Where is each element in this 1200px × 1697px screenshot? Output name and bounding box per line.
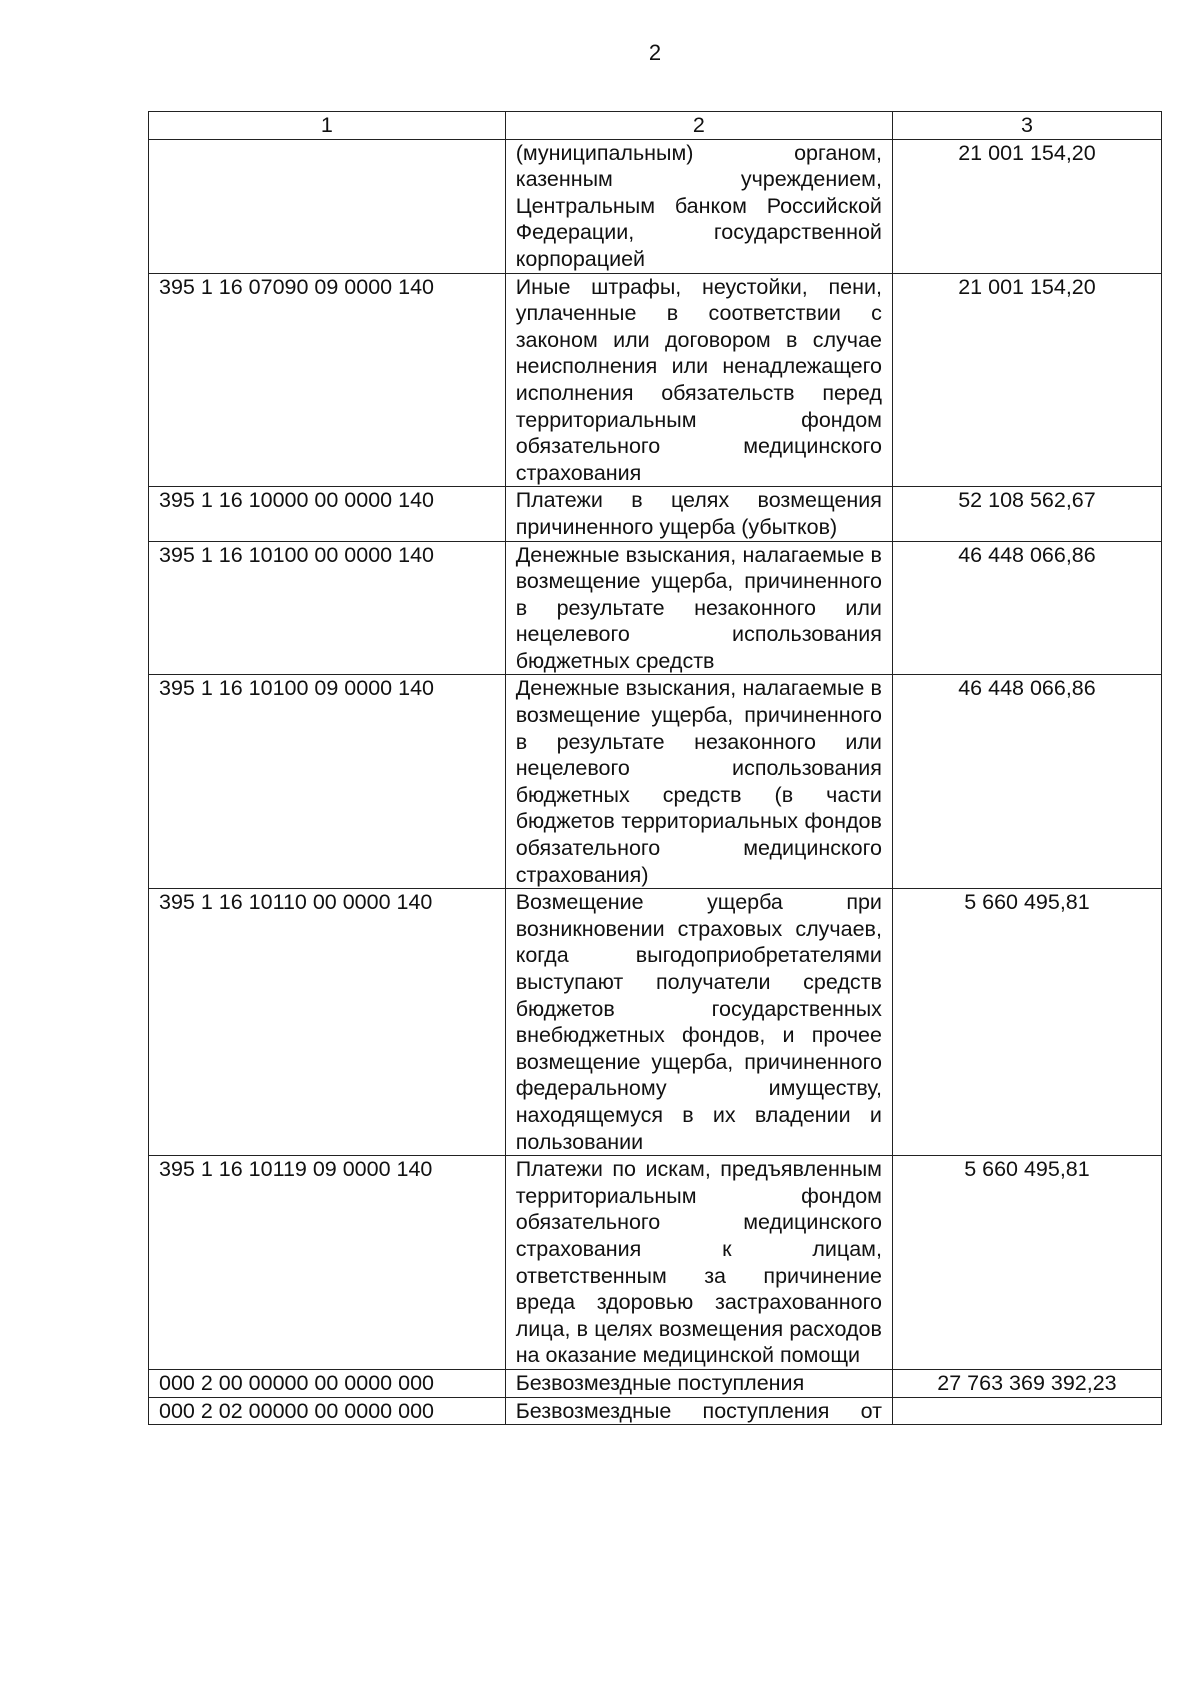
budget-code-cell [149, 139, 506, 273]
description-cell: Платежи в целях возмещения причиненного ущерба (убытков) [505, 487, 892, 541]
amount-cell: 27 763 369 392,23 [892, 1369, 1161, 1397]
table-row [149, 1156, 1162, 1370]
table-row [149, 1369, 1162, 1397]
description-cell: Безвозмездные поступления от [505, 1397, 892, 1425]
amount-cell: 46 448 066,86 [892, 675, 1161, 889]
description-cell: Денежные взыскания, налагаемые в возмещение ущерба, причиненного в результате незаконного или нецелевого использования бюджетных средств [505, 541, 892, 675]
amount-cell: 5 660 495,81 [892, 1156, 1161, 1370]
amount-cell: 21 001 154,20 [892, 273, 1161, 487]
table-row [149, 675, 1162, 889]
description-cell: Безвозмездные поступления [505, 1369, 892, 1397]
budget-code-cell: 395 1 16 10000 00 0000 140 [149, 487, 506, 541]
table-row [149, 273, 1162, 487]
column-header-2: 2 [505, 112, 892, 140]
description-cell: Денежные взыскания, налагаемые в возмещение ущерба, причиненного в результате незаконного или нецелевого использования бюджетных средств (в части бюджетов территориальных фондов обязательного медицинского страхования) [505, 675, 892, 889]
table-row [149, 487, 1162, 541]
table-row [149, 541, 1162, 675]
description-cell: (муниципальным) органом, казенным учреждением, Центральным банком Российской Федерации, государственной корпорацией [505, 139, 892, 273]
amount-cell: 5 660 495,81 [892, 889, 1161, 1156]
table-header-row [149, 112, 1162, 140]
description-cell: Иные штрафы, неустойки, пени, уплаченные в соответствии с законом или договором в случае неисполнения или ненадлежащего исполнения обязательств перед территориальным фондом обязательного медицинского страхования [505, 273, 892, 487]
budget-code-cell: 395 1 16 10110 00 0000 140 [149, 889, 506, 1156]
budget-code-cell: 395 1 16 07090 09 0000 140 [149, 273, 506, 487]
column-header-1: 1 [149, 112, 506, 140]
table-row [149, 1397, 1162, 1425]
budget-code-cell: 395 1 16 10100 09 0000 140 [149, 675, 506, 889]
amount-cell: 46 448 066,86 [892, 541, 1161, 675]
description-cell: Платежи по искам, предъявленным территориальным фондом обязательного медицинского страхования к лицам, ответственным за причинение вреда здоровью застрахованного лица, в целях возмещения расходов на оказание медицинской помощи [505, 1156, 892, 1370]
description-cell: Возмещение ущерба при возникновении страховых случаев, когда выгодоприобретателями выступают получатели средств бюджетов государственных внебюджетных фондов, и прочее возмещение ущерба, причиненного федеральному имуществу, находящемуся в их владении и пользовании [505, 889, 892, 1156]
column-header-3: 3 [892, 112, 1161, 140]
table-row [149, 889, 1162, 1156]
amount-cell: 52 108 562,67 [892, 487, 1161, 541]
amount-cell [892, 1397, 1161, 1425]
budget-code-cell: 000 2 02 00000 00 0000 000 [149, 1397, 506, 1425]
revenue-table [148, 111, 1162, 1425]
amount-cell: 21 001 154,20 [892, 139, 1161, 273]
budget-code-cell: 395 1 16 10100 00 0000 140 [149, 541, 506, 675]
page-number: 2 [648, 40, 662, 65]
budget-code-cell: 000 2 00 00000 00 0000 000 [149, 1369, 506, 1397]
budget-code-cell: 395 1 16 10119 09 0000 140 [149, 1156, 506, 1370]
table-row [149, 139, 1162, 273]
